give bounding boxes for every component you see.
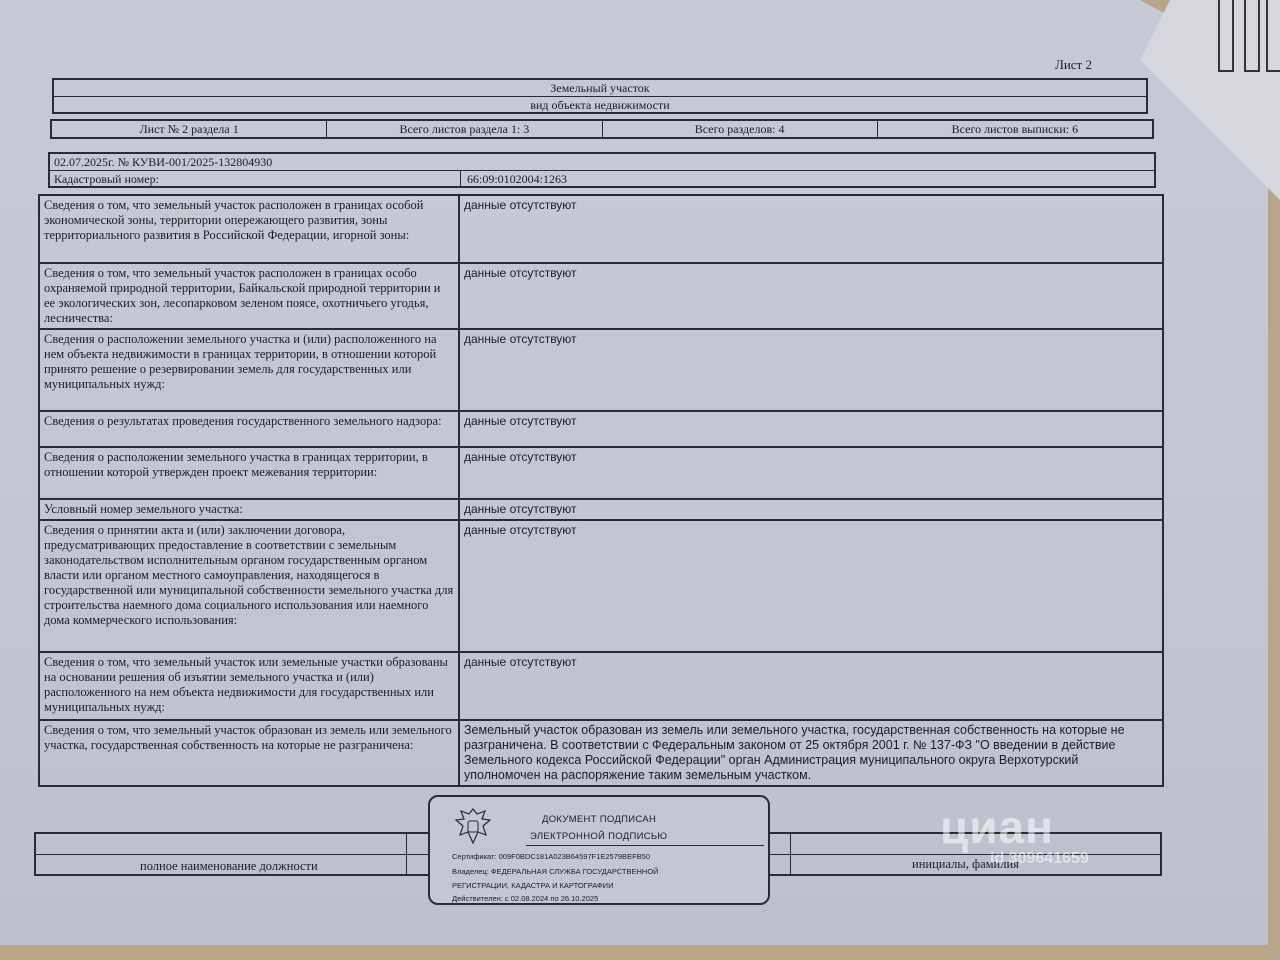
sheet-meta-row <box>50 119 1154 139</box>
sheet-number: Лист 2 <box>1055 57 1092 72</box>
table-row <box>39 195 1163 263</box>
row-label: Сведения о том, что земельный участок образован из земель или земельного участка, государственная собственность на которые не разграничена: <box>39 720 459 786</box>
row-label: Сведения о расположении земельного участка в границах территории, в отношении которой утвержден проект межевания территории: <box>39 447 459 499</box>
row-value: Земельный участок образован из земель или земельного участка, государственная собственность на которые не разграничена. В соответствии с Федеральным законом от 25 октября 2001 г. № 137-ФЗ "О введении в действие Земельного кодекса Российской Федерации" орган Администрация муниципального округа Верхотурский уполномочен на распоряжение таким земельным участком. <box>459 720 1163 786</box>
sheet-of-section: Лист № 2 раздела 1 <box>52 121 327 137</box>
initials-label: инициалы, фамилия <box>912 857 1019 871</box>
row-label: Сведения о результатах проведения государственного земельного надзора: <box>39 411 459 447</box>
object-name: Земельный участок <box>54 80 1146 97</box>
row-value: данные отсутствуют <box>459 520 1163 652</box>
stamp-subtitle: ЭЛЕКТРОННОЙ ПОДПИСЬЮ <box>530 831 668 842</box>
total-sheets-section: Всего листов раздела 1: 3 <box>327 121 602 137</box>
record-id-box <box>48 152 1156 188</box>
record-number: 02.07.2025г. № КУВИ-001/2025-132804930 <box>50 154 1154 171</box>
table-row <box>39 263 1163 329</box>
table-row <box>39 329 1163 411</box>
details-table <box>38 194 1164 787</box>
table-row <box>39 520 1163 652</box>
row-value: данные отсутствуют <box>459 652 1163 720</box>
row-label: Сведения о принятии акта и (или) заключении договора, предусматривающих предоставление в соответствии с земельным законодательством исполнительным органом государственным органом власти или органом местного самоуправления, находящегося в государственной или муниципальной собственности земельного участка для строительства наемного дома социального использования или наемного дома коммерческого использования: <box>39 520 459 652</box>
row-label: Сведения о том, что земельный участок или земельные участки образованы на основании решения об изъятии земельного участка и (или) расположенного на нем объекта недвижимости для государственных или муниципальных нужд: <box>39 652 459 720</box>
row-value: данные отсутствуют <box>459 263 1163 329</box>
stamp-title: ДОКУМЕНТ ПОДПИСАН <box>542 814 657 825</box>
eagle-emblem-icon <box>448 805 498 849</box>
stamp-certificate: Сертификат: 009F0BDC181A023B64597F1E2579BEFB50 <box>452 852 650 861</box>
row-label: Сведения о расположении земельного участка и (или) расположенного на нем объекта недвижимости в границах территории, в отношении которой принято решение о резервировании земель для государственных или муниципальных нужд: <box>39 329 459 411</box>
stamp-owner-2: РЕГИСТРАЦИИ, КАДАСТРА И КАРТОГРАФИИ <box>452 881 614 890</box>
position-label: полное наименование должности <box>140 859 318 873</box>
total-sheets-extract: Всего листов выписки: 6 <box>951 122 1079 136</box>
object-header <box>52 78 1148 114</box>
total-sections: Всего разделов: 4 <box>603 121 878 137</box>
table-row <box>39 411 1163 447</box>
electronic-signature-stamp <box>428 795 770 905</box>
cadastral-value: 66:09:0102004:1263 <box>467 172 568 186</box>
row-value: данные отсутствуют <box>459 195 1163 263</box>
background-stripe <box>1266 0 1280 72</box>
stamp-owner: Владелец: ФЕДЕРАЛЬНАЯ СЛУЖБА ГОСУДАРСТВЕННОЙ <box>452 867 659 876</box>
row-value: данные отсутствуют <box>459 411 1163 447</box>
cadastral-label: Кадастровый номер: <box>50 171 461 187</box>
table-row <box>39 499 1163 520</box>
row-value: данные отсутствуют <box>459 447 1163 499</box>
stamp-validity: Действителен: с 02.08.2024 по 26.10.2025 <box>452 894 599 903</box>
watermark-brand: циан <box>940 801 1054 853</box>
background-stripe <box>1244 0 1260 72</box>
object-type: вид объекта недвижимости <box>530 98 670 112</box>
row-label: Условный номер земельного участка: <box>39 499 459 520</box>
table-row <box>39 652 1163 720</box>
row-label: Сведения о том, что земельный участок расположен в границах особой экономической зоны, территории опережающего развития, зоны территориального развития в Российской Федерации, игорной зоны: <box>39 195 459 263</box>
row-value: данные отсутствуют <box>459 499 1163 520</box>
watermark-id: id 309641659 <box>990 850 1089 867</box>
row-label: Сведения о том, что земельный участок расположен в границах особо охраняемой природной территории, Байкальской природной территории и ее экологических зон, лесопарковом зеленом поясе, охотничьего угодья, лесничества: <box>39 263 459 329</box>
table-row <box>39 447 1163 499</box>
row-value: данные отсутствуют <box>459 329 1163 411</box>
table-row <box>39 720 1163 786</box>
background-stripe <box>1218 0 1234 72</box>
